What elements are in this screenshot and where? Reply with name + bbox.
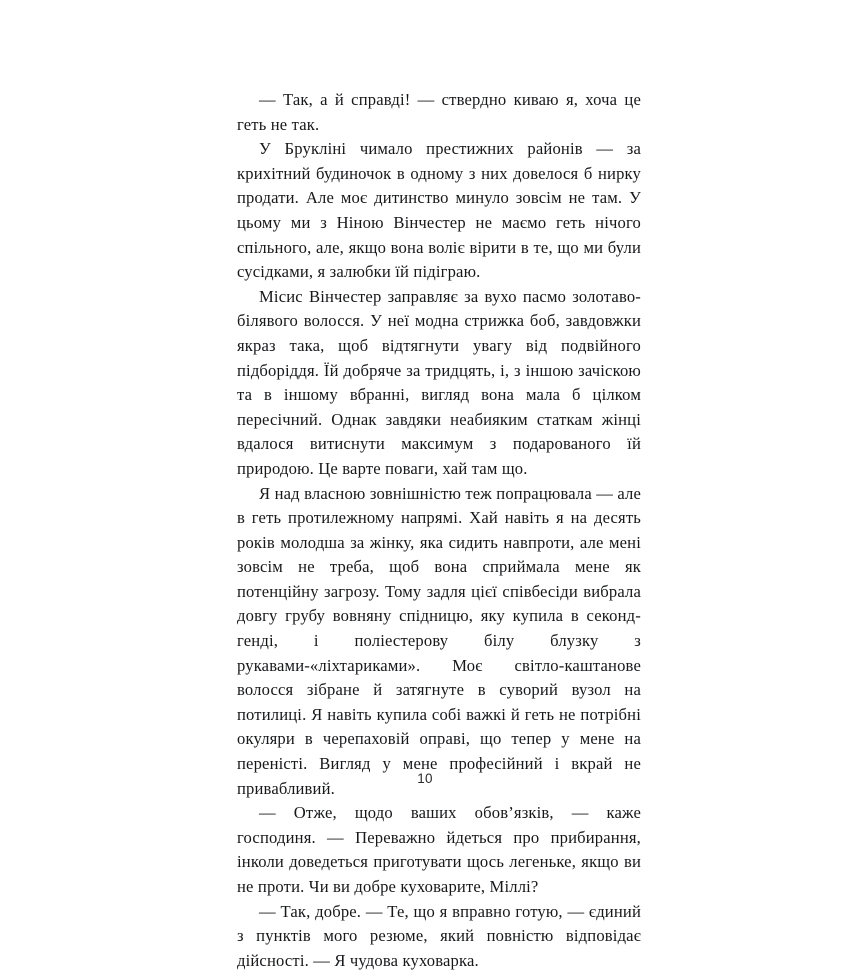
paragraph: — Так, добре. — Те, що я вправно готую, — єдиний з пунктів мого резюме, який повністю відповідає дійсності. — Я чудова куховарка. [237,901,641,970]
paragraph: Місис Вінчестер заправляє за вухо пасмо золотаво-білявого волосся. У неї модна стрижка боб, завдовжки якраз така, щоб відтягнути увагу від подвійного підборіддя. Їй добряче за тридцять, і, з іншою зачіскою та в іншому вбранні, вигляд вона мала б цілком пересічний. Однак завдяки неабияким статкам жінці вдалося витиснути максимум з подарованого їй природою. Це варте поваги, хай там що. [237,286,641,478]
page-text-block [237,88,641,973]
paragraph: — Отже, щодо ваших обов’язків, — каже господиня. — Переважно йдеться про прибирання, інколи доведеться приготувати щось легеньке, якщо ви не проти. Чи ви добре куховарите, Міллі? [237,803,641,896]
paragraph: Я над власною зовнішністю теж попрацювала — але в геть протилежному напрямі. Хай навіть я на десять років молодша за жінку, яка сидить навпроти, але мені зовсім не треба, щоб вона сприймала мене як потенційну загрозу. Тому задля цієї співбесіди вибрала довгу грубу вовняну спідницю, яку купила в секонд-генді, і поліестерову білу блузку з рукавами-«ліхтариками». Моє світло-каштанове волосся зібране й затягнуте в суворий вузол на потилиці. Я навіть купила собі важкі й геть не потрібні окуляри в черепаховій оправі, що тепер у мене на переністі. Вигляд у мене професійний і вкрай не привабливий. [237,483,641,798]
page-number: 10 [417,771,433,786]
paragraph: У Брукліні чимало престижних районів — за крихітний будиночок в одному з них довелося б нирку продати. Але моє дитинство минуло зовсім не там. У цьому ми з Ніною Вінчестер не маємо геть нічого спільного, але, якщо вона воліє вірити в те, що ми були сусідками, я залюбки їй підіграю. [237,139,641,282]
paragraph: — Так, а й справді! — ствердно киваю я, хоча це геть не так. [237,90,641,134]
